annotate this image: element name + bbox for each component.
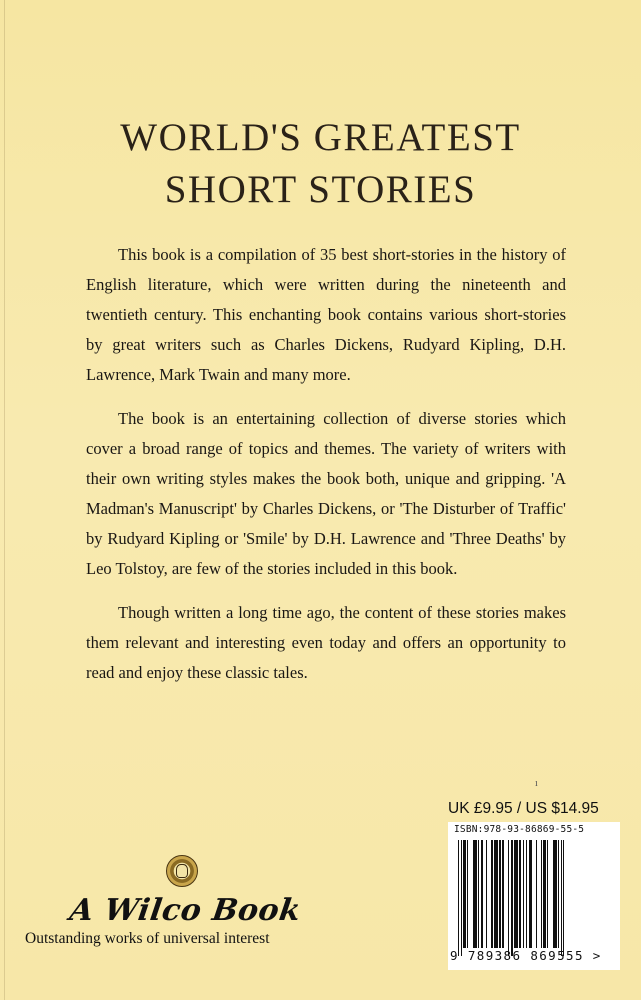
publisher-logo: A Wilco Book <box>67 893 304 928</box>
barcode-bar <box>561 840 562 956</box>
blurb-paragraph-3: Though written a long time ago, the content of these stories makes them relevant and interesting even today and offers an opportunity to read and enjoy these classic tales. <box>86 603 566 682</box>
publisher-tagline: Outstanding works of universal interest <box>25 930 270 947</box>
title-line-1: WORLD'S GREATEST <box>120 116 521 159</box>
stray-mark: ı <box>535 778 538 789</box>
barcode-bar <box>461 840 462 956</box>
barcode-bar <box>511 840 514 956</box>
barcode-bar <box>529 840 532 948</box>
barcode-bar <box>519 840 520 948</box>
barcode-bar <box>491 840 494 948</box>
barcode-bar <box>458 840 459 956</box>
barcode-bar <box>547 840 548 948</box>
barcode <box>448 822 620 970</box>
book-title <box>0 112 641 216</box>
blurb <box>86 240 566 702</box>
price-label: UK £9.95 / US $14.95 <box>448 800 599 817</box>
barcode-digits: 9 789386 869555 > <box>450 948 602 963</box>
barcode-bar <box>553 840 557 948</box>
barcode-bar <box>478 840 479 948</box>
barcode-bar <box>514 840 518 948</box>
barcode-bar <box>473 840 477 948</box>
barcode-bar <box>536 840 537 948</box>
barcode-bar <box>526 840 527 948</box>
emblem-figure <box>176 864 188 878</box>
barcode-bar <box>558 840 559 948</box>
barcode-bars <box>458 840 614 948</box>
barcode-bar <box>541 840 542 948</box>
barcode-bar <box>481 840 484 948</box>
barcode-bar <box>543 840 546 948</box>
blurb-paragraph-2: The book is an entertaining collection of diverse stories which cover a broad range of topics and themes. The variety of writers with their own writing styles makes the book both, unique and gripping. 'A Madman's Manuscript' by Charles Dickens, or 'The Disturber of Traffic' by Rudyard Kipling or 'Smile' by D.H. Lawrence and 'Three Deaths' by Leo Tolstoy, are few of the stories included in this book. <box>86 409 566 578</box>
barcode-bar <box>486 840 487 948</box>
barcode-bar <box>563 840 564 956</box>
barcode-bar <box>467 840 468 948</box>
barcode-bar <box>499 840 500 948</box>
barcode-bar <box>494 840 498 948</box>
blurb-paragraph-1: This book is a compilation of 35 best short-stories in the history of English literature, which were written during the nineteenth and twentieth century. This enchanting book contains various short-stories by great writers such as Charles Dickens, Rudyard Kipling, D.H. Lawrence, Mark Twain and many more. <box>86 245 566 384</box>
barcode-bar <box>463 840 466 948</box>
barcode-bar <box>502 840 505 948</box>
barcode-bar <box>508 840 509 956</box>
title-line-2: SHORT STORIES <box>164 168 477 211</box>
barcode-bar <box>523 840 524 948</box>
isbn-text: ISBN:978-93-86869-55-5 <box>454 824 585 835</box>
publisher-emblem-icon <box>166 855 198 887</box>
